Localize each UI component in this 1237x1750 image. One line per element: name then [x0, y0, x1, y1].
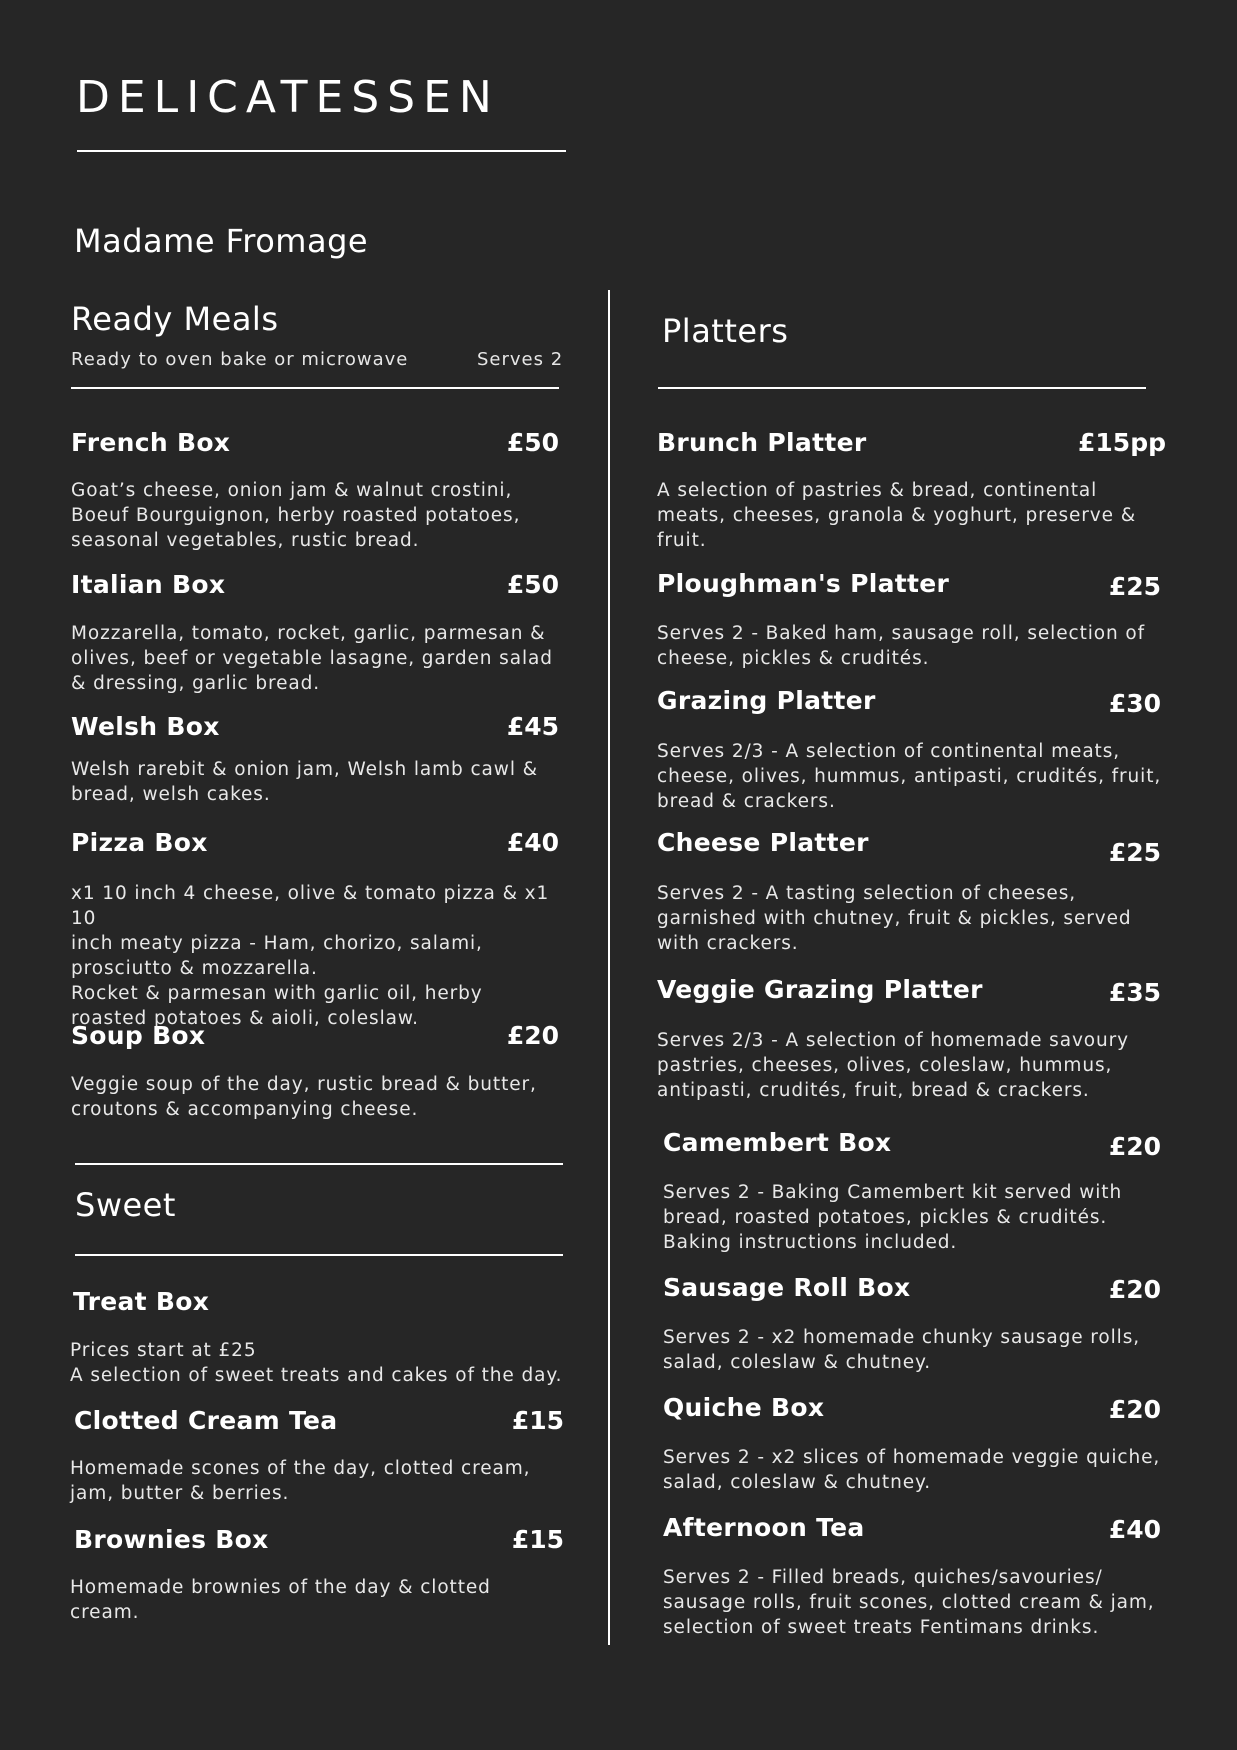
sweet-bottom-divider — [75, 1254, 563, 1256]
item-name: French Box — [71, 428, 231, 457]
item-price: £35 — [1108, 978, 1161, 1007]
item-name: Treat Box — [73, 1287, 210, 1316]
item-price: £50 — [506, 428, 559, 457]
item-description: A selection of pastries & bread, continental meats, cheeses, granola & yoghurt, preserve & fruit. — [657, 480, 1137, 551]
item-description: Serves 2 - Baked ham, sausage roll, selection of cheese, pickles & crudités. — [657, 623, 1146, 669]
item-name: Clotted Cream Tea — [74, 1406, 338, 1435]
platters-divider — [658, 387, 1146, 389]
item-name: Welsh Box — [71, 712, 220, 741]
item-price: £40 — [506, 828, 559, 857]
section-title-ready-meals: Ready Meals — [71, 300, 279, 338]
menu-title: DELICATESSEN — [76, 72, 500, 123]
brand-name: Madame Fromage — [74, 222, 369, 260]
ready-meals-note: Ready to oven bake or microwave — [71, 349, 409, 370]
item-name: Cheese Platter — [657, 828, 869, 857]
item-price: £20 — [506, 1021, 559, 1050]
item-description: Goat’s cheese, onion jam & walnut crostini, Boeuf Bourguignon, herby roasted potatoes, seasonal vegetables, rustic bread. — [71, 480, 521, 551]
item-name: Sausage Roll Box — [663, 1273, 911, 1302]
item-description: Serves 2 - x2 homemade chunky sausage rolls, salad, coleslaw & chutney. — [663, 1327, 1141, 1373]
item-name: Soup Box — [71, 1021, 206, 1050]
ready-meals-divider — [71, 387, 559, 389]
item-description: Homemade scones of the day, clotted cream, jam, butter & berries. — [70, 1458, 531, 1504]
item-name: Brownies Box — [74, 1525, 269, 1554]
column-divider — [608, 290, 610, 1645]
item-name: Pizza Box — [71, 828, 208, 857]
item-description: Homemade brownies of the day & clotted cream. — [70, 1577, 491, 1623]
item-price: £40 — [1108, 1515, 1161, 1544]
item-description: Mozzarella, tomato, rocket, garlic, parmesan & olives, beef or vegetable lasagne, garden salad & dressing, garlic bread. — [71, 623, 553, 694]
section-title-sweet: Sweet — [75, 1186, 176, 1224]
item-price: £45 — [506, 712, 559, 741]
item-price: £15pp — [1078, 428, 1166, 457]
item-description: Serves 2/3 - A selection of homemade savoury pastries, cheeses, olives, coleslaw, hummus, antipasti, crudités, fruit, bread & crackers. — [657, 1030, 1130, 1101]
item-description: Serves 2 - Baking Camembert kit served with bread, roasted potatoes, pickles & crudités. Baking instructions included. — [663, 1182, 1123, 1253]
item-description: Prices start at £25 A selection of sweet treats and cakes of the day. — [70, 1340, 563, 1386]
item-description: x1 10 inch 4 cheese, olive & tomato pizza & x1 10 inch meaty pizza - Ham, chorizo, salami, prosciutto & mozzarella. Rocket & parmesan with garlic oil, herby roasted potatoes & aioli, coleslaw. — [71, 883, 550, 1029]
item-price: £30 — [1108, 689, 1161, 718]
item-price: £15 — [511, 1525, 564, 1554]
item-description: Welsh rarebit & onion jam, Welsh lamb cawl & bread, welsh cakes. — [71, 759, 538, 805]
item-description: Serves 2 - Filled breads, quiches/savouries/ sausage rolls, fruit scones, clotted cream & jam, selection of sweet treats Fentimans drinks. — [663, 1567, 1155, 1638]
item-price: £15 — [511, 1406, 564, 1435]
sweet-top-divider — [75, 1163, 563, 1165]
item-name: Camembert Box — [663, 1128, 892, 1157]
item-price: £20 — [1108, 1395, 1161, 1424]
item-price: £20 — [1108, 1132, 1161, 1161]
item-description: Serves 2 - A tasting selection of cheeses, garnished with chutney, fruit & pickles, served with crackers. — [657, 883, 1132, 954]
item-description: Serves 2/3 - A selection of continental meats, cheese, olives, hummus, antipasti, crudités, fruit, bread & crackers. — [657, 741, 1162, 812]
item-name: Italian Box — [71, 570, 226, 599]
item-name: Grazing Platter — [657, 686, 876, 715]
item-name: Ploughman's Platter — [657, 569, 950, 598]
item-name: Veggie Grazing Platter — [657, 975, 983, 1004]
item-price: £25 — [1108, 572, 1161, 601]
item-price: £20 — [1108, 1275, 1161, 1304]
item-description: Serves 2 - x2 slices of homemade veggie quiche, salad, coleslaw & chutney. — [663, 1447, 1161, 1493]
title-divider — [77, 150, 566, 152]
item-description: Veggie soup of the day, rustic bread & butter, croutons & accompanying cheese. — [71, 1074, 537, 1120]
item-name: Afternoon Tea — [663, 1513, 865, 1542]
item-name: Quiche Box — [663, 1393, 825, 1422]
item-price: £25 — [1108, 838, 1161, 867]
section-title-platters: Platters — [662, 312, 789, 350]
ready-meals-serves: Serves 2 — [477, 349, 564, 370]
item-name: Brunch Platter — [657, 428, 867, 457]
item-price: £50 — [506, 570, 559, 599]
